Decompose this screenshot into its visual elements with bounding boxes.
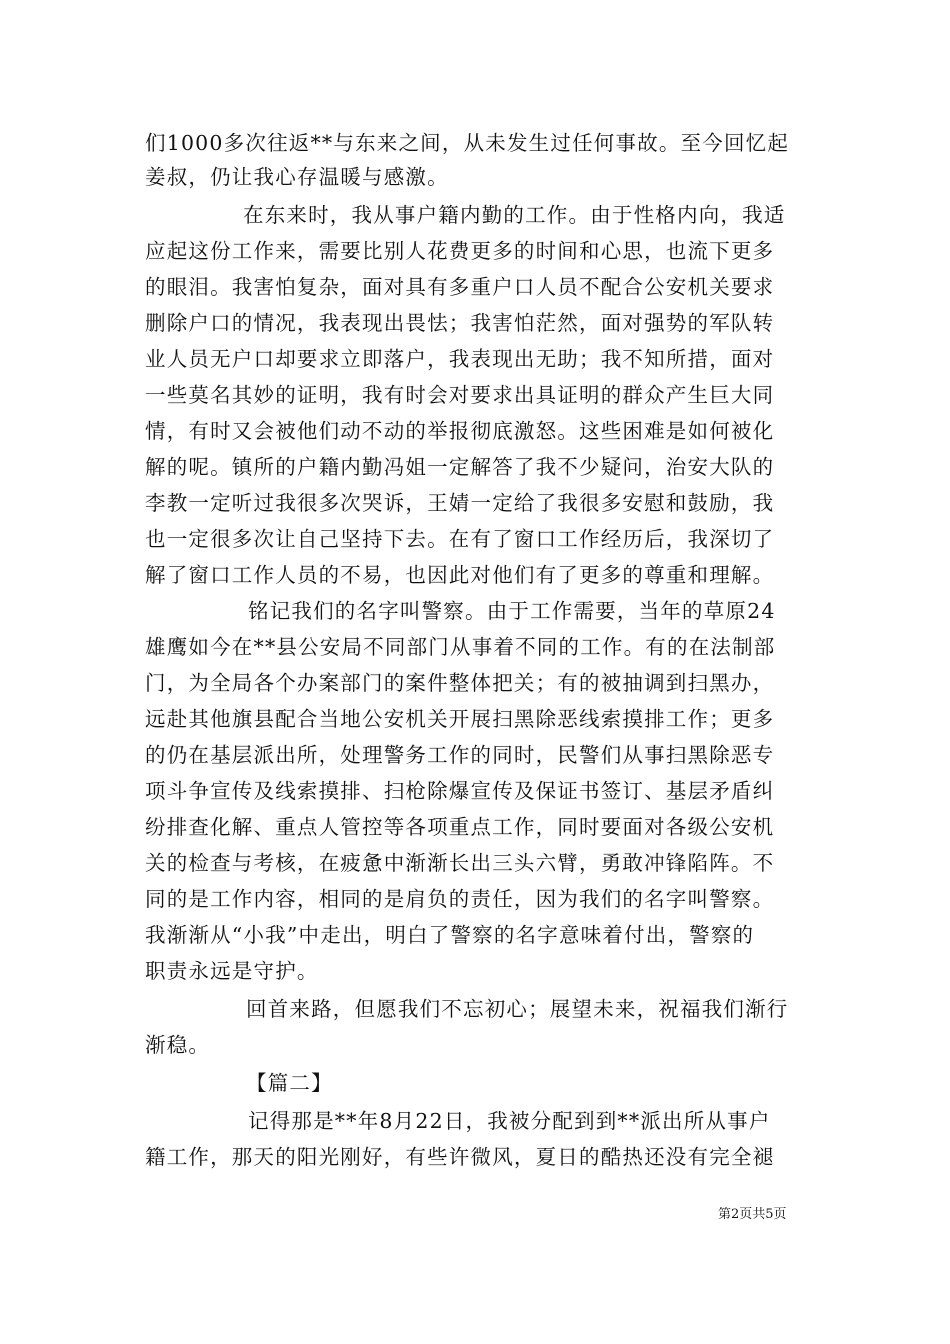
text-line: 们1000多次往返**与东来之间，从未发生过任何事故。至今回忆起 (145, 131, 790, 155)
text-line: 纷排查化解、重点人管控等各项重点工作，同时要面对各级公安机 (145, 815, 775, 839)
text-line: 记得那是**年8月22日，我被分配到到**派出所从事户 (248, 1109, 771, 1133)
text-line: 姜叔，仍让我心存温暖与感激。 (145, 165, 449, 189)
text-line: 职责永远是守护。 (145, 959, 319, 983)
text-line: 一些莫名其妙的证明，我有时会对要求出具证明的群众产生巨大同 (145, 383, 775, 407)
text-line: 我渐渐从“小我”中走出，明白了警察的名字意味着付出，警察的 (145, 923, 755, 947)
text-line: 业人员无户口却要求立即落户，我表现出无助；我不知所措，面对 (145, 347, 775, 371)
text-line: 同的是工作内容，相同的是肩负的责任，因为我们的名字叫警察。 (145, 887, 775, 911)
text-line: 应起这份工作来，需要比别人花费更多的时间和心思，也流下更多 (145, 239, 775, 263)
text-line: 雄鹰如今在**县公安局不同部门从事着不同的工作。有的在法制部 (145, 635, 776, 659)
text-line: 渐稳。 (145, 1033, 211, 1057)
text-line: 在东来时，我从事户籍内勤的工作。由于性格内向，我适 (243, 203, 786, 227)
text-line: 关的检查与考核，在疲惫中渐渐长出三头六臂，勇敢冲锋陷阵。不 (145, 851, 775, 875)
text-line: 铭记我们的名字叫警察。由于工作需要，当年的草原24 (248, 599, 776, 623)
text-line: 解的呢。镇所的户籍内勤冯姐一定解答了我不少疑问，治安大队的 (145, 455, 775, 479)
text-line: 的眼泪。我害怕复杂，面对具有多重户口人员不配合公安机关要求 (145, 275, 775, 299)
text-line: 情，有时又会被他们动不动的举报彻底激怒。这些困难是如何被化 (145, 419, 775, 443)
text-line: 籍工作，那天的阳光刚好，有些许微风，夏日的酷热还没有完全褪 (145, 1145, 775, 1169)
text-line: 删除户口的情况，我表现出畏怯；我害怕茫然，面对强势的军队转 (145, 311, 775, 335)
text-line: 也一定很多次让自己坚持下去。在有了窗口工作经历后，我深切了 (145, 527, 775, 551)
text-line: 解了窗口工作人员的不易，也因此对他们有了更多的尊重和理解。 (145, 563, 775, 587)
text-line: 项斗争宣传及线索摸排、扫枪除爆宣传及保证书签订、基层矛盾纠 (145, 779, 775, 803)
text-line: 李教一定听过我很多次哭诉，王婧一定给了我很多安慰和鼓励，我 (145, 491, 775, 515)
text-line: 门，为全局各个办案部门的案件整体把关；有的被抽调到扫黑办， (145, 671, 775, 695)
text-line: 远赴其他旗县配合当地公安机关开展扫黑除恶线索摸排工作；更多 (145, 707, 775, 731)
page-number: 第2页共5页 (718, 1207, 787, 1222)
text-line: 的仍在基层派出所，处理警务工作的同时，民警们从事扫黑除恶专 (145, 743, 775, 767)
text-line: 回首来路，但愿我们不忘初心；展望未来，祝福我们渐行 (246, 997, 789, 1021)
section-heading: 【篇二】 (246, 1071, 333, 1095)
